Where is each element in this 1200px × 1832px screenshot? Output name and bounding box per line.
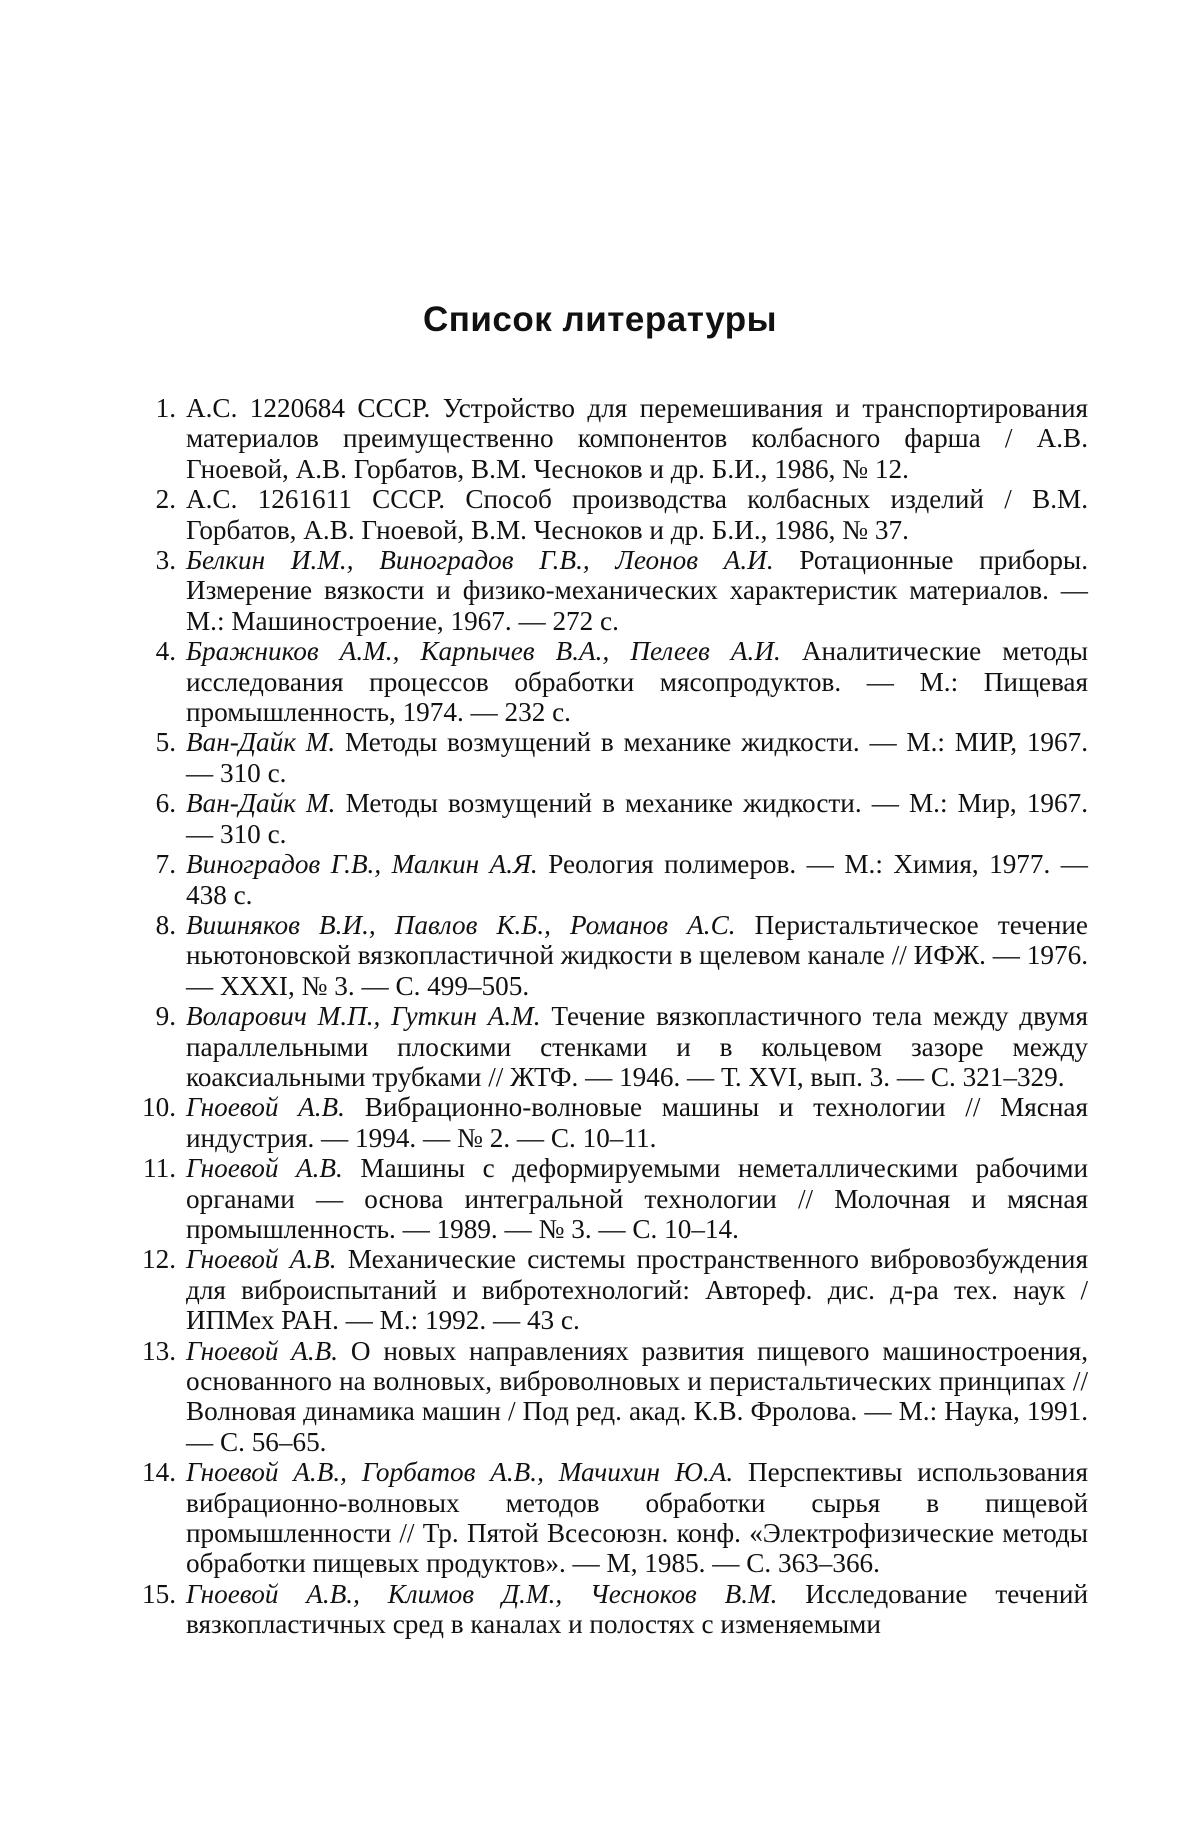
reference-item — [120, 636, 1088, 727]
reference-number: 10. — [142, 1092, 176, 1123]
reference-item — [120, 1153, 1088, 1244]
reference-authors: Воларович М.П., Гуткин А.М. — [186, 1001, 541, 1032]
reference-item — [120, 393, 1088, 484]
reference-authors: Гноевой А.В. — [186, 1153, 343, 1184]
reference-list — [120, 393, 1088, 1640]
reference-text: А.С. 1261611 СССР. Способ производства колбасных изделий / В.М. Горбатов, А.В. Гноевой, В.М. Чесноков и др. Б.И., 1986, № 37. — [186, 484, 1088, 545]
reference-authors: Белкин И.М., Виноградов Г.В., Леонов А.И. — [186, 545, 774, 576]
reference-authors: Бражников А.М., Карпычев В.А., Пелеев А.И. — [186, 636, 781, 667]
reference-item — [120, 788, 1088, 849]
reference-authors: Гноевой А.В. — [186, 1244, 337, 1275]
reference-text: Методы возмущений в механике жидкости. — М.: Мир, 1967. — 310 с. — [186, 788, 1088, 849]
reference-text: О новых направлениях развития пищевого машиностроения, основанного на волновых, виброволновых и перистальтических принципах // Волновая динамика машин / Под ред. акад. К.В. Фролова. — М.: Наука, 1991. — С. 56–65. — [186, 1335, 1088, 1457]
reference-authors: Вишняков В.И., Павлов К.Б., Романов А.С. — [186, 909, 736, 940]
reference-number: 1. — [155, 393, 176, 423]
reference-text: Перспективы использования вибрационно-волновых методов обработки сырья в пищевой промышленности // Тр. Пятой Всесоюзн. конф. «Электрофизические методы обработки пищевых продуктов». — М, 1985. — С. 363–366. — [186, 1457, 1088, 1579]
reference-text: Реология полимеров. — М.: Химия, 1977. — 438 с. — [186, 849, 1088, 910]
reference-authors: Гноевой А.В. — [186, 1335, 339, 1366]
reference-item — [120, 1457, 1088, 1579]
reference-text: А.С. 1220684 СССР. Устройство для перемешивания и транспортирования материалов преимущественно компонентов колбасного фарша / А.В. Гноевой, А.В. Горбатов, В.М. Чесноков и др. Б.И., 1986, № 12. — [186, 393, 1088, 484]
reference-number: 13. — [142, 1335, 176, 1366]
reference-item — [120, 727, 1088, 788]
reference-number: 8. — [155, 909, 176, 940]
reference-number: 3. — [155, 545, 176, 576]
reference-item — [120, 849, 1088, 910]
reference-number: 5. — [155, 727, 176, 758]
reference-text: Аналитические методы исследования процессов обработки мясопродуктов. — М.: Пищевая промышленность, 1974. — 232 с. — [186, 636, 1088, 728]
reference-number: 9. — [155, 1001, 176, 1032]
reference-text: Перистальтическое течение ньютоновской вязкопластичной жидкости в щелевом канале // ИФЖ. — 1976. — XXXI, № 3. — С. 499–505. — [186, 909, 1088, 1001]
reference-item — [120, 1001, 1088, 1092]
reference-authors: Гноевой А.В., Горбатов А.В., Мачихин Ю.А. — [186, 1457, 734, 1488]
reference-item — [120, 1336, 1088, 1458]
reference-item — [120, 545, 1088, 636]
reference-text: Исследование течений вязкопластичных сред в каналах и полостях с изменяемыми — [186, 1578, 1088, 1640]
reference-number: 12. — [142, 1244, 176, 1275]
reference-authors: Гноевой А.В., Климов Д.М., Чесноков В.М. — [186, 1578, 778, 1609]
reference-number: 11. — [143, 1153, 176, 1184]
reference-text: Механические системы пространственного вибровозбуждения для виброиспытаний и вибротехнологий: Автореф. дис. д-ра тех. наук / ИПМех РАН. — М.: 1992. — 43 с. — [186, 1244, 1088, 1336]
reference-item — [120, 910, 1088, 1001]
reference-authors: Ван-Дайк М. — [186, 727, 336, 758]
reference-authors: Ван-Дайк М. — [186, 788, 336, 819]
reference-text: Машины с деформируемыми неметаллическими рабочими органами — основа интегральной технологии // Молочная и мясная промышленность. — 1989. — № 3. — С. 10–14. — [186, 1153, 1088, 1244]
reference-number: 7. — [155, 849, 176, 880]
reference-number: 4. — [155, 636, 176, 667]
reference-item — [120, 484, 1088, 545]
reference-text: Ротационные приборы. Измерение вязкости и физико-механических характеристик материалов. — М.: Машиностроение, 1967. — 272 с. — [186, 545, 1088, 636]
reference-text: Вибрационно-волновые машины и технологии // Мясная индустрия. — 1994. — № 2. — С. 10–11. — [186, 1092, 1088, 1153]
reference-item — [120, 1244, 1088, 1335]
page-title: Список литературы — [422, 300, 777, 339]
reference-text: Методы возмущений в механике жидкости. — М.: МИР, 1967. — 310 с. — [186, 727, 1089, 788]
reference-number: 14. — [142, 1457, 176, 1488]
reference-authors: Виноградов Г.В., Малкин А.Я. — [186, 849, 538, 880]
reference-number: 6. — [155, 788, 176, 819]
reference-authors: Гноевой А.В. — [186, 1092, 345, 1123]
reference-number: 2. — [155, 484, 176, 515]
reference-item — [120, 1092, 1088, 1153]
reference-number: 15. — [142, 1578, 176, 1609]
reference-item — [120, 1579, 1088, 1640]
reference-text: Течение вязкопластичного тела между двумя параллельными плоскими стенками и в кольцевом зазоре между коаксиальными трубками // ЖТФ. — 1946. — Т. XVI, вып. 3. — С. 321–329. — [186, 1001, 1088, 1092]
